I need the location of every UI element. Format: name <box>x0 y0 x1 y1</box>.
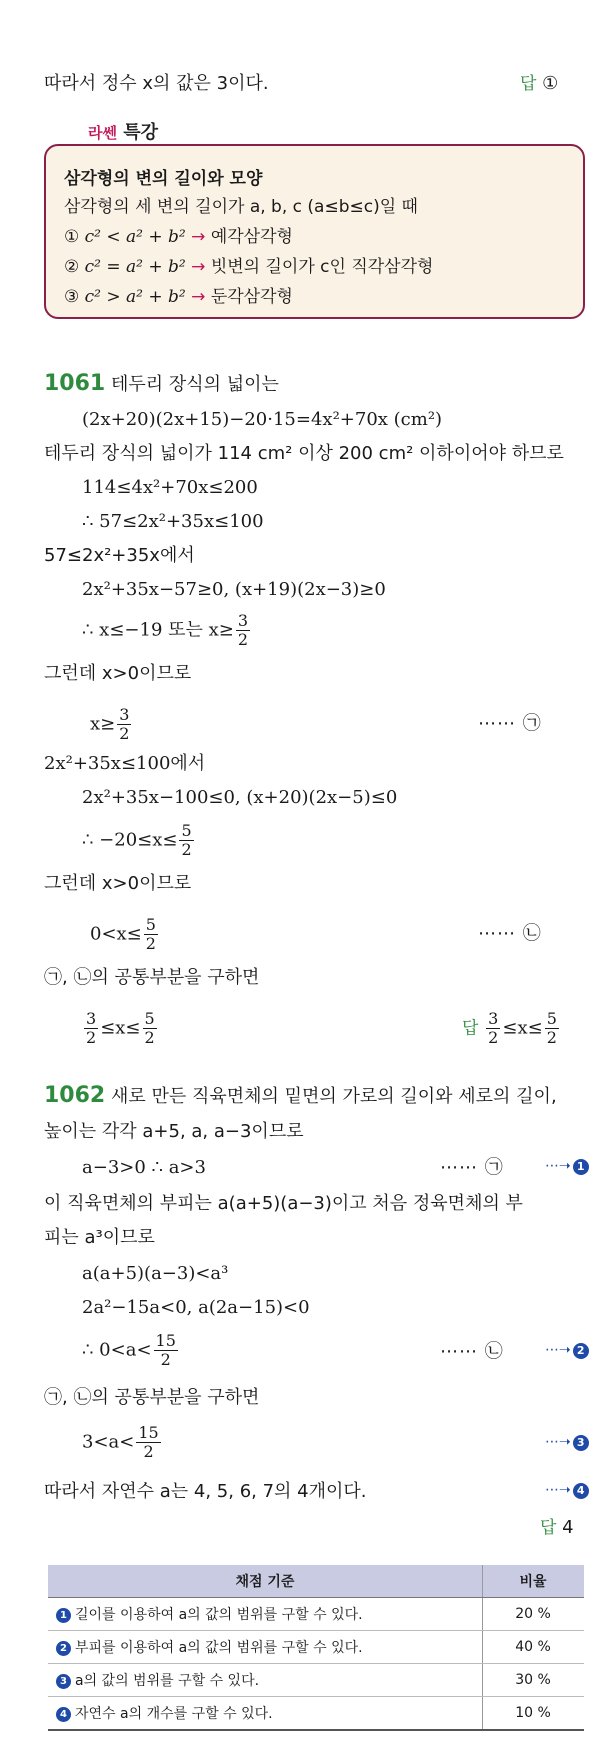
table-row <box>48 1697 584 1731</box>
criteria-cell <box>48 1631 483 1664</box>
tip-item-3 <box>64 282 293 307</box>
tip-item-num: ① <box>64 227 80 247</box>
inequality-text: ∴ 0<a< <box>82 1339 152 1361</box>
arrow-icon: → <box>191 257 206 277</box>
answer-line <box>520 72 558 96</box>
marker-a: ⋯⋯ ㉠ <box>440 1157 504 1178</box>
problem-1062-line-11: 따라서 자연수 a는 4, 5, 6, 7의 4개이다. <box>44 1481 367 1502</box>
criteria-cell <box>48 1664 483 1697</box>
problem-1061-line-7: 2x²+35x−57≥0, (x+19)(2x−3)≥0 <box>82 579 386 600</box>
problem-1061-line-5: ∴ 57≤2x²+35x≤100 <box>82 511 264 532</box>
step-4-icon: ⋯➝ 4 <box>545 1482 589 1499</box>
criteria-cell <box>48 1697 483 1731</box>
step-1-icon: ⋯➝ 1 <box>545 1158 589 1175</box>
grading-table <box>48 1565 584 1731</box>
tip-label <box>80 118 166 144</box>
tip-item-result: 예각삼각형 <box>210 227 293 247</box>
ratio-cell: 30 % <box>483 1664 585 1697</box>
criteria-cell <box>48 1598 483 1631</box>
problem-1061-line-2: (2x+20)(2x+15)−20·15=4x²+70x (cm²) <box>82 409 443 430</box>
problem-1061-line-11: 2x²+35x≤100에서 <box>44 753 206 774</box>
problem-1061-line-12: 2x²+35x−100≤0, (x+20)(2x−5)≤0 <box>82 787 398 808</box>
fraction: $\frac{3}{2}$ <box>237 611 249 649</box>
tip-intro: 삼각형의 세 변의 길이가 a, b, c (a≤b≤c)일 때 <box>64 197 418 217</box>
problem-1062-line-9: ㉠, ㉡의 공통부분을 구하면 <box>44 1387 260 1408</box>
tip-item-1 <box>64 222 293 247</box>
tip-item-2 <box>64 252 433 277</box>
problem-1061-line-8 <box>82 612 252 649</box>
header-criteria: 채점 기준 <box>48 1565 483 1598</box>
problem-1062-line-5: 피는 a³이므로 <box>44 1227 155 1248</box>
problem-1062-line-8 <box>82 1332 180 1369</box>
problem-1061-header <box>44 372 279 397</box>
table-row <box>48 1598 584 1631</box>
inequality-text: ≤x≤ <box>100 1017 141 1039</box>
answer-mark-icon: 답 <box>462 1018 479 1039</box>
step-3-icon: ⋯➝ 3 <box>545 1434 589 1451</box>
problem-number: 1061 <box>44 371 106 396</box>
problem-1061-line-13 <box>82 822 196 859</box>
marker-b: ⋯⋯ ㉡ <box>440 1341 504 1362</box>
problem-1061-line-14: 그런데 x>0이므로 <box>44 873 192 894</box>
problem-1061-line-17 <box>82 1010 159 1047</box>
header-ratio: 비율 <box>483 1565 585 1598</box>
problem-1061-line-16: ㉠, ㉡의 공통부분을 구하면 <box>44 967 260 988</box>
problem-1061-line-3: 테두리 장식의 넓이가 114 cm² 이상 200 cm² 이하이어야 하므로 <box>44 443 564 464</box>
fraction: $\frac{15}{2}$ <box>138 1423 159 1461</box>
ratio-cell: 40 % <box>483 1631 585 1664</box>
fraction: $\frac{3}{2}$ <box>119 705 130 743</box>
tip-item-cond: c² > a² + b² <box>84 287 186 307</box>
tip-title: 삼각형의 변의 길이와 모양 <box>64 169 263 189</box>
ratio-cell: 20 % <box>483 1598 585 1631</box>
problem-1062-line-6: a(a+5)(a−3)<a³ <box>82 1263 229 1284</box>
answer-mark-icon: 답 <box>520 74 537 94</box>
problem-1061-line-10 <box>90 706 133 743</box>
problem-1062-line-2: 높이는 각각 a+5, a, a−3이므로 <box>44 1121 304 1142</box>
tip-label-text: 특강 <box>123 122 159 143</box>
inequality-text: x≥ <box>90 713 116 735</box>
inequality-text: 0<x≤ <box>90 923 142 945</box>
criteria-text: 부피를 이용하여 a의 값의 범위를 구할 수 있다. <box>75 1640 363 1656</box>
tip-item-result: 둔각삼각형 <box>210 287 293 307</box>
fraction: $\frac{5}{2}$ <box>145 915 156 953</box>
arrow-icon: → <box>191 287 206 307</box>
step-badge-icon: 2 <box>56 1641 71 1656</box>
conclusion-text: 따라서 정수 x의 값은 3이다. <box>44 73 269 94</box>
tip-label-prefix: 라쎈 <box>88 124 117 142</box>
arrow-icon: → <box>191 227 206 247</box>
step-2-icon: ⋯➝ 2 <box>545 1342 589 1359</box>
answer-value: 4 <box>562 1517 574 1538</box>
inequality-text: ≤x≤ <box>502 1017 543 1039</box>
fraction: $\frac{3}{2}$ <box>488 1009 499 1047</box>
answer-mark-icon: 답 <box>540 1518 557 1538</box>
problem-1062-line-3: a−3>0 ∴ a>3 <box>82 1157 206 1178</box>
problem-1062-header <box>44 1084 557 1109</box>
table-row <box>48 1664 584 1697</box>
problem-1062-line-7: 2a²−15a<0, a(2a−15)<0 <box>82 1297 310 1318</box>
problem-1061-line-4: 114≤4x²+70x≤200 <box>82 477 258 498</box>
criteria-text: 길이를 이용하여 a의 값의 범위를 구할 수 있다. <box>75 1607 363 1623</box>
problem-1062-line-1: 새로 만든 직육면체의 밑면의 가로의 길이와 세로의 길이, <box>110 1086 557 1107</box>
table-header-row <box>48 1565 584 1598</box>
fraction: $\frac{5}{2}$ <box>144 1009 155 1047</box>
problem-1061-line-1: 테두리 장식의 넓이는 <box>110 374 279 395</box>
tip-item-result: 빗변의 길이가 c인 직각삼각형 <box>210 257 434 277</box>
problem-1061-line-6: 57≤2x²+35x에서 <box>44 545 195 566</box>
answer-value: ① <box>542 73 559 94</box>
step-badge-icon: 1 <box>56 1608 71 1623</box>
criteria-text: a의 값의 범위를 구할 수 있다. <box>75 1673 260 1689</box>
tip-item-cond: c² < a² + b² <box>84 227 186 247</box>
inequality-text: ∴ x≤−19 또는 x≥ <box>82 619 234 641</box>
step-badge-icon: 4 <box>56 1707 71 1722</box>
fraction: $\frac{5}{2}$ <box>181 821 192 859</box>
problem-1061-answer <box>462 1010 561 1047</box>
inequality-text: 3<a< <box>82 1431 135 1453</box>
criteria-text: 자연수 a의 개수를 구할 수 있다. <box>75 1706 273 1722</box>
tip-item-num: ③ <box>64 287 80 307</box>
problem-1062-line-10 <box>82 1424 163 1461</box>
fraction: $\frac{3}{2}$ <box>86 1009 97 1047</box>
inequality-text: ∴ −20≤x≤ <box>82 829 178 851</box>
tip-item-cond: c² = a² + b² <box>84 257 186 277</box>
tip-item-num: ② <box>64 257 80 277</box>
fraction: $\frac{5}{2}$ <box>546 1009 557 1047</box>
table-row <box>48 1631 584 1664</box>
problem-1062-line-4: 이 직육면체의 부피는 a(a+5)(a−3)이고 처음 정육면체의 부 <box>44 1193 523 1214</box>
problem-1061-line-15 <box>90 916 160 953</box>
step-badge-icon: 3 <box>56 1674 71 1689</box>
fraction: $\frac{15}{2}$ <box>155 1331 176 1369</box>
problem-1062-answer <box>540 1516 574 1540</box>
ratio-cell: 10 % <box>483 1697 585 1731</box>
problem-number: 1062 <box>44 1083 106 1108</box>
problem-1061-line-9: 그런데 x>0이므로 <box>44 663 192 684</box>
marker-a: ⋯⋯ ㉠ <box>478 713 542 734</box>
marker-b: ⋯⋯ ㉡ <box>478 923 542 944</box>
